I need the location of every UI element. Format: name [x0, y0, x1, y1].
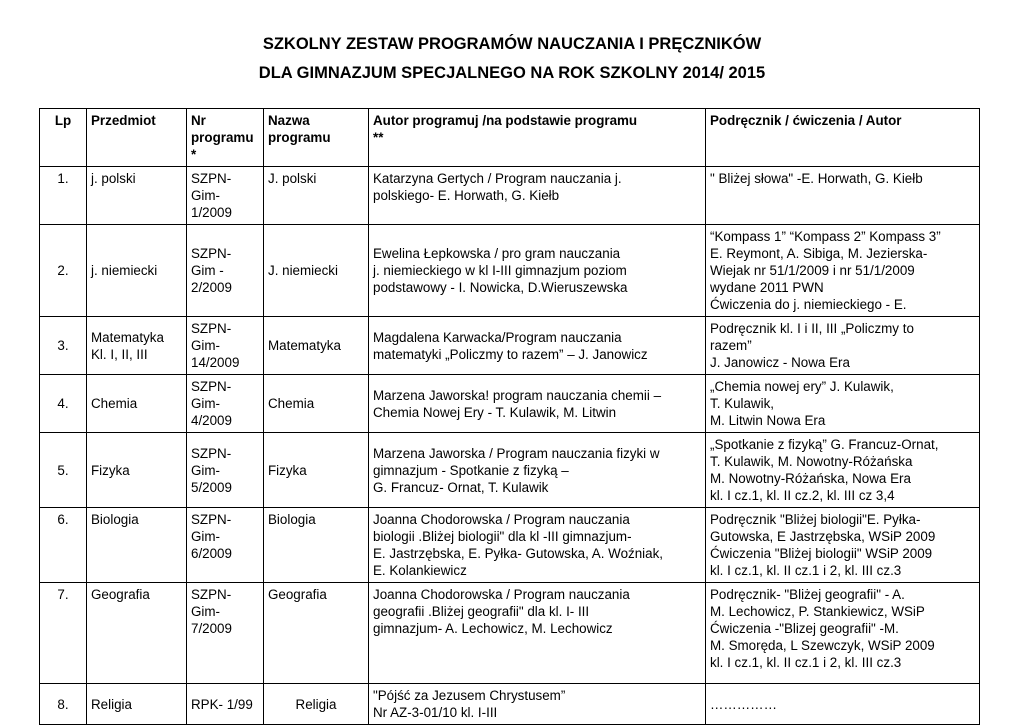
cell-podrecznik: „Spotkanie z fizyką” G. Francuz-Ornat, T. Kulawik, M. Nowotny-Różańska M. Nowotny-Różańska, Nowa Era kl. I cz.1, kl. II cz.2, kl. III cz 3,4: [706, 433, 980, 508]
table-row: [40, 433, 980, 508]
cell-nazwa: Fizyka: [264, 433, 369, 508]
cell-lp: 1.: [40, 167, 87, 225]
cell-nr: SZPN- Gim - 2/2009: [187, 225, 264, 317]
cell-lp: 7.: [40, 583, 87, 684]
cell-podrecznik: Podręcznik kl. I i II, III „Policzmy to razem” J. Janowicz - Nowa Era: [706, 317, 980, 375]
document-title: SZKOLNY ZESTAW PROGRAMÓW NAUCZANIA I PRĘCZNIKÓW: [262, 35, 762, 53]
table-row: [40, 375, 980, 433]
cell-nr: RPK- 1/99: [187, 684, 264, 725]
cell-podrecznik: ……………: [706, 684, 980, 725]
cell-podrecznik: " Bliżej słowa" -E. Horwath, G. Kiełb: [706, 167, 980, 225]
cell-autor: Marzena Jaworska! program nauczania chemii – Chemia Nowej Ery - T. Kulawik, M. Litwin: [369, 375, 706, 433]
cell-przedmiot: Biologia: [87, 508, 187, 583]
cell-podrecznik: „Chemia nowej ery” J. Kulawik, T. Kulawik, M. Litwin Nowa Era: [706, 375, 980, 433]
cell-autor: Katarzyna Gertych / Program nauczania j. polskiego- E. Horwath, G. Kiełb: [369, 167, 706, 225]
cell-przedmiot: j. niemiecki: [87, 225, 187, 317]
cell-lp: 5.: [40, 433, 87, 508]
cell-przedmiot: Matematyka Kl. I, II, III: [87, 317, 187, 375]
table-row: [40, 684, 980, 725]
table-row: [40, 167, 980, 225]
cell-nazwa: Matematyka: [264, 317, 369, 375]
cell-nazwa: Chemia: [264, 375, 369, 433]
table-row: [40, 583, 980, 684]
cell-przedmiot: Fizyka: [87, 433, 187, 508]
table-row: [40, 225, 980, 317]
cell-przedmiot: Geografia: [87, 583, 187, 684]
cell-autor: Joanna Chodorowska / Program nauczania biologii .Bliżej biologii" dla kl -III gimnazjum- E. Jastrzębska, E. Pyłka- Gutowska, A. Woźniak, E. Kolankiewicz: [369, 508, 706, 583]
cell-przedmiot: Chemia: [87, 375, 187, 433]
cell-przedmiot: j. polski: [87, 167, 187, 225]
cell-nr: SZPN- Gim- 6/2009: [187, 508, 264, 583]
cell-przedmiot: Religia: [87, 684, 187, 725]
cell-nr: SZPN- Gim- 5/2009: [187, 433, 264, 508]
header-nr-programu: Nr programu *: [187, 109, 264, 167]
cell-nazwa: J. polski: [264, 167, 369, 225]
cell-nazwa: Religia: [264, 684, 369, 725]
program-table: [39, 108, 980, 725]
cell-nazwa: Geografia: [264, 583, 369, 684]
cell-lp: 3.: [40, 317, 87, 375]
cell-nr: SZPN- Gim- 7/2009: [187, 583, 264, 684]
cell-nr: SZPN- Gim- 1/2009: [187, 167, 264, 225]
header-nazwa-programu: Nazwa programu: [264, 109, 369, 167]
cell-nazwa: J. niemiecki: [264, 225, 369, 317]
table-row: [40, 508, 980, 583]
cell-autor: Magdalena Karwacka/Program nauczania matematyki „Policzmy to razem” – J. Janowicz: [369, 317, 706, 375]
cell-nr: SZPN- Gim- 4/2009: [187, 375, 264, 433]
cell-autor: Ewelina Łepkowska / pro gram nauczania j. niemieckiego w kl I-III gimnazjum poziom podstawowy - I. Nowicka, D.Wieruszewska: [369, 225, 706, 317]
cell-autor: Joanna Chodorowska / Program nauczania geografii .Bliżej geografii" dla kl. I- III gimnazjum- A. Lechowicz, M. Lechowicz: [369, 583, 706, 684]
header-przedmiot: Przedmiot: [87, 109, 187, 167]
document-subtitle: DLA GIMNAZJUM SPECJALNEGO NA ROK SZKOLNY 2014/ 2015: [258, 64, 766, 82]
cell-nazwa: Biologia: [264, 508, 369, 583]
table-row: [40, 317, 980, 375]
cell-lp: 4.: [40, 375, 87, 433]
cell-autor: Marzena Jaworska / Program nauczania fizyki w gimnazjum - Spotkanie z fizyką – G. Francuz- Ornat, T. Kulawik: [369, 433, 706, 508]
cell-nr: SZPN- Gim- 14/2009: [187, 317, 264, 375]
header-lp: Lp: [40, 109, 87, 167]
cell-lp: 2.: [40, 225, 87, 317]
cell-podrecznik: “Kompass 1” “Kompass 2” Kompass 3” E. Reymont, A. Sibiga, M. Jezierska- Wiejak nr 51/1/2009 i nr 51/1/2009 wydane 2011 PWN Ćwiczenia do j. niemieckiego - E.: [706, 225, 980, 317]
header-row: [40, 109, 980, 167]
cell-podrecznik: Podręcznik "Bliżej biologii"E. Pyłka- Gutowska, E Jastrzębska, WSiP 2009 Ćwiczenia "Bliżej biologii" WSiP 2009 kl. I cz.1, kl. II cz.1 i 2, kl. III cz.3: [706, 508, 980, 583]
cell-lp: 8.: [40, 684, 87, 725]
cell-podrecznik: Podręcznik- "Bliżej geografii" - A. M. Lechowicz, P. Stankiewicz, WSiP Ćwiczenia -"Blizej geografii" -M. M. Smoręda, L Szewczyk, WSiP 2009 kl. I cz.1, kl. II cz.1 i 2, kl. III cz.3: [706, 583, 980, 684]
cell-lp: 6.: [40, 508, 87, 583]
cell-autor: "Pójść za Jezusem Chrystusem” Nr AZ-3-01/10 kl. I-III: [369, 684, 706, 725]
header-podrecznik: Podręcznik / ćwiczenia / Autor: [706, 109, 980, 167]
header-autor-programu: Autor programuj /na podstawie programu **: [369, 109, 706, 167]
